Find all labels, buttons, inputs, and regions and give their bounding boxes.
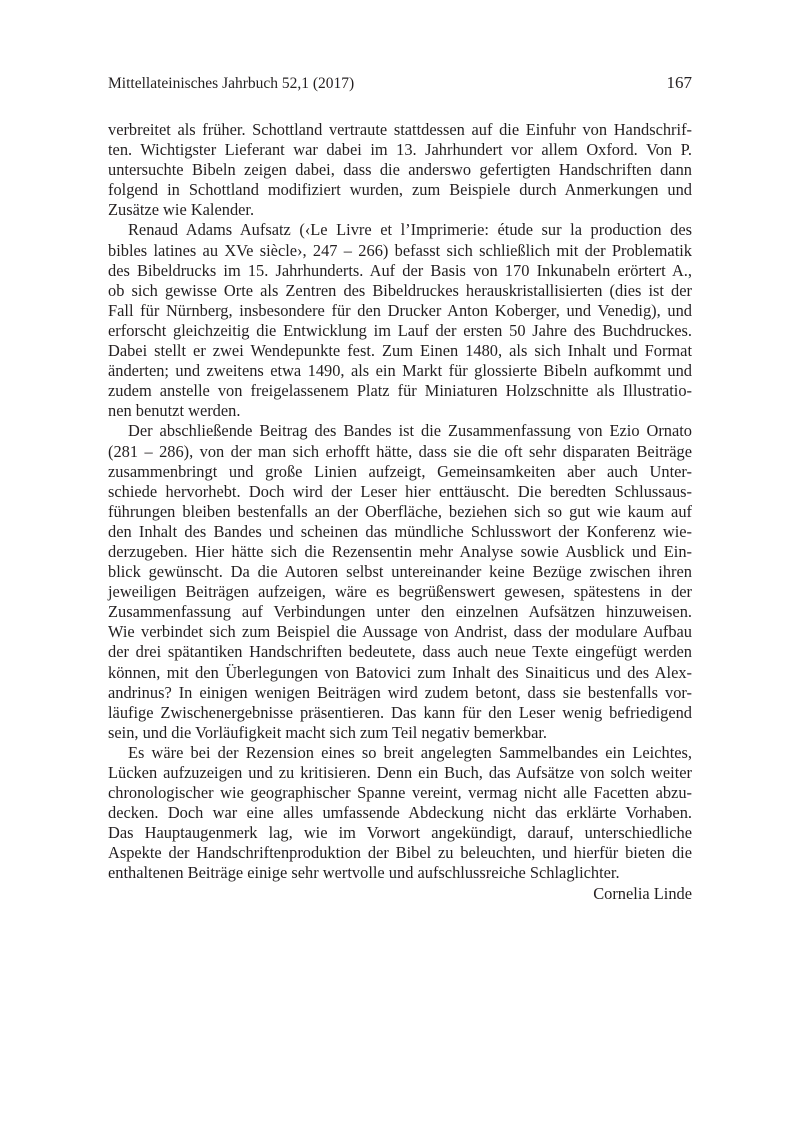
text-line: derzugeben. Hier hätte sich die Rezensentin mehr Analyse sowie Ausblick und Ein- xyxy=(108,541,692,561)
text-line: erforscht gleichzeitig die Entwicklung im Lauf der ersten 50 Jahre des Buchdruckes. xyxy=(108,320,692,340)
paragraph xyxy=(108,421,692,743)
page-number: 167 xyxy=(666,73,692,92)
running-header xyxy=(108,75,692,95)
author-signature: Cornelia Linde xyxy=(593,883,692,903)
text-line: Aspekte der Handschriftenproduktion der Bibel zu beleuchten, und hierfür bieten die xyxy=(108,843,692,863)
text-line: decken. Doch war eine alles umfassende Abdeckung nicht das erklärte Vorhaben. xyxy=(108,803,692,823)
text-line: Dabei stellt er zwei Wendepunkte fest. Zum Einen 1480, als sich Inhalt und Format xyxy=(108,341,692,361)
text-line: Lücken aufzuzeigen und zu kritisieren. Denn ein Buch, das Aufsätze von solch weiter xyxy=(108,763,692,782)
paragraph xyxy=(108,120,692,220)
text-line: können, mit den Überlegungen von Batovici zum Inhalt des Sinaiticus und des Alex- xyxy=(108,662,692,682)
text-line: Fall für Nürnberg, insbesondere für den Drucker Anton Koberger, und Venedig), und xyxy=(108,300,692,320)
paragraph xyxy=(108,220,692,421)
text-line: andrinus? In einigen wenigen Beiträgen wird zudem betont, dass sie bestenfalls vor- xyxy=(108,682,692,702)
text-line: nen benutzt werden. xyxy=(108,401,241,421)
text-line: änderten; und zweitens etwa 1490, als ein Markt für glossierte Bibeln aufkommt und xyxy=(108,361,692,381)
text-line: Renaud Adams Aufsatz (‹Le Livre et l’Imprimerie: étude sur la production des xyxy=(128,220,692,240)
journal-title: Mittellateinisches Jahrbuch 52,1 (2017) xyxy=(108,75,355,92)
text-line: Das Hauptaugenmerk lag, wie im Vorwort angekündigt, darauf, unterschiedliche xyxy=(108,823,692,843)
text-line: ten. Wichtigster Lieferant war dabei im 13. Jahrhundert vor allem Oxford. Von P. xyxy=(108,140,692,160)
text-line: läufige Zwischenergebnisse präsentieren. Das kann für den Leser wenig befriedigend xyxy=(108,702,692,722)
text-line: Es wäre bei der Rezension eines so breit angelegten Sammelbandes ein Leichtes, xyxy=(128,742,692,762)
text-line: den Inhalt des Bandes und scheinen das mündliche Schlusswort der Konferenz wie- xyxy=(108,521,692,541)
text-line: untersuchte Bibeln zeigen dabei, dass die anderswo gefertigten Handschriften dann xyxy=(108,160,692,180)
paragraph xyxy=(108,743,692,884)
text-line: zudem anstelle von freigelassenem Platz für Miniaturen Holzschnitte als Illustratio- xyxy=(108,381,692,401)
text-line: jeweiligen Beiträgen aufzeigen, wäre es begrüßenswert gewesen, spätestens in der xyxy=(108,582,692,602)
review-body-text xyxy=(108,120,692,904)
text-line: Zusätze wie Kalender. xyxy=(108,200,255,220)
text-line: folgend in Schottland modifiziert wurden, zum Beispiele durch Anmerkungen und xyxy=(108,180,692,200)
text-line: führungen bleiben bestenfalls an der Oberfläche, beziehen sich so gut wie kaum auf xyxy=(108,501,692,521)
text-line: bibles latines au XVe siècle›, 247 – 266) befasst sich schließlich mit der Problematik xyxy=(108,240,692,260)
text-line: der drei spätantiken Handschriften bedeutete, dass auch neue Texte eingefügt werden xyxy=(108,642,692,662)
text-line: ob sich gewisse Orte als Zentren des Bibeldruckes herauskristallisierten (dies ist der xyxy=(108,280,692,300)
text-line: des Bibeldrucks im 15. Jahrhunderts. Auf der Basis von 170 Inkunabeln erörtert A., xyxy=(108,260,692,280)
text-line: zusammenbringt und große Linien aufzeigt, Gemeinsamkeiten aber auch Unter- xyxy=(108,461,692,481)
text-line: blick gewünscht. Da die Autoren selbst untereinander keine Bezüge zwischen ihren xyxy=(108,562,692,582)
text-line: sein, und die Vorläufigkeit macht sich zum Teil negativ bemerkbar. xyxy=(108,722,548,742)
text-line: Zusammenfassung auf Verbindungen unter den einzelnen Aufsätzen hinzuweisen. xyxy=(108,602,692,622)
text-line: schiede hervorhebt. Doch wird der Leser hier enttäuscht. Die beredten Schlussaus- xyxy=(108,481,692,501)
text-line: enthaltenen Beiträge einige sehr wertvolle und aufschlussreiche Schlaglichter. xyxy=(108,863,620,883)
text-line: Der abschließende Beitrag des Bandes ist die Zusammenfassung von Ezio Ornato xyxy=(128,421,692,441)
text-line: chronologischer wie geographischer Spanne vereint, vermag nicht alle Facetten abzu- xyxy=(108,783,692,803)
text-line: Wie verbindet sich zum Beispiel die Aussage von Andrist, dass der modulare Aufbau xyxy=(108,622,692,642)
text-line: (281 – 286), von der man sich erhofft hätte, dass sie die oft sehr disparaten Beiträge xyxy=(108,441,692,461)
text-line: verbreitet als früher. Schottland vertraute stattdessen auf die Einfuhr von Handschrif- xyxy=(108,120,692,139)
